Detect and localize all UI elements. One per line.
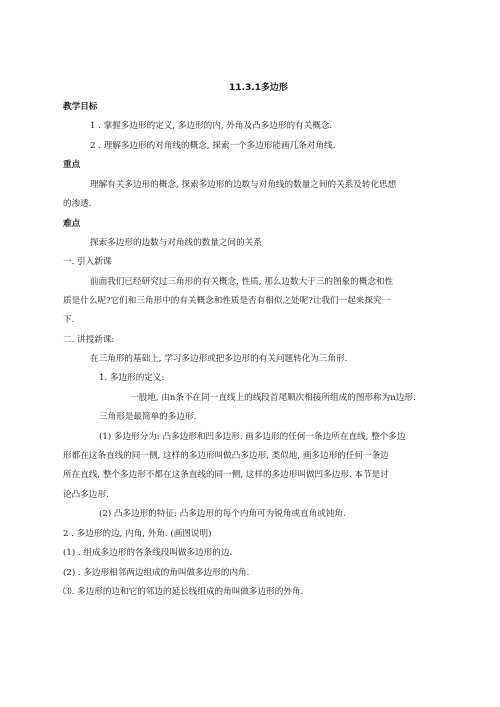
paragraph-line: (1) 多边形分为: 凸多边形和凹多边形. 画多边形的任何一条边所在直线, 整个多边 (99, 432, 406, 442)
objective-item: 2 . 理解多边形的对角线的概念, 探索一个多边形能画几条对角线. (90, 141, 336, 151)
paragraph-line: 下. (63, 315, 75, 325)
section-heading: 二. 讲授新课: (63, 335, 115, 345)
key-points-text: 理解有关多边形的概念, 探索多边形的边数与对角线的数量之间的关系及转化思想 (90, 180, 397, 190)
subsection-heading: 2 . 多边形的边, 内角, 外角. (画图说明) (63, 529, 212, 539)
paragraph-line: 在三角形的基础上, 学习多边形或把多边形的有关问题转化为三角形. (90, 354, 348, 364)
list-item: ⑶. 多边形的边和它的邻边的延长线组成的角叫做多边形的外角. (63, 587, 304, 597)
key-points-heading: 重点 (63, 160, 81, 170)
subsection-heading: 1. 多边形的定义: (99, 373, 165, 383)
key-points-text: 的渗透. (63, 199, 92, 209)
paragraph-line: 三角形是最简单的多边形. (99, 412, 197, 422)
list-item: (1) . 组成多边形的各条线段叫做多边形的边. (63, 548, 233, 558)
objectives-heading: 教学目标 (63, 102, 98, 112)
paragraph-line: (2) 凸多边形的特征: 凸多边形的每个内角可为锐角或直角或钝角. (99, 509, 346, 519)
paragraph-line: 质是什么呢?它们和三角形中的有关概念和性质是否有相似之处呢?让我们一起来探究一 (63, 296, 391, 306)
paragraph-line: 所在直线, 整个多边形不都在这条直线的同一侧, 这样的多边形叫做凹多边形. 本节是讨 (63, 470, 389, 480)
document-title: 11.3.1多边形 (229, 83, 288, 93)
paragraph-line: 形都在这条直线的同一侧, 这样的多边形叫做凸多边形, 类似地, 画多边形的任何一条边 (63, 451, 389, 461)
paragraph-line: 论凸多边形. (63, 490, 109, 500)
difficulty-heading: 难点 (63, 219, 81, 229)
section-heading: 一. 引入新课 (63, 257, 112, 267)
objective-item: 1 . 掌握多边形的定义, 多边形的内, 外角及凸多边形的有关概念. (90, 121, 333, 131)
paragraph-line: 前面我们已经研究过三角形的有关概念, 性质, 那么边数大于三的图象的概念和性 (90, 277, 394, 287)
definition-text: 一般地, 由n条不在同一直线上的线段首尾顺次相接所组成的图形称为n边形. (130, 393, 416, 403)
list-item: (2) . 多边形相邻两边组成的角叫做多边形的内角. (63, 568, 250, 578)
difficulty-text: 探索多边形的边数与对角线的数量之间的关系 (90, 238, 262, 248)
